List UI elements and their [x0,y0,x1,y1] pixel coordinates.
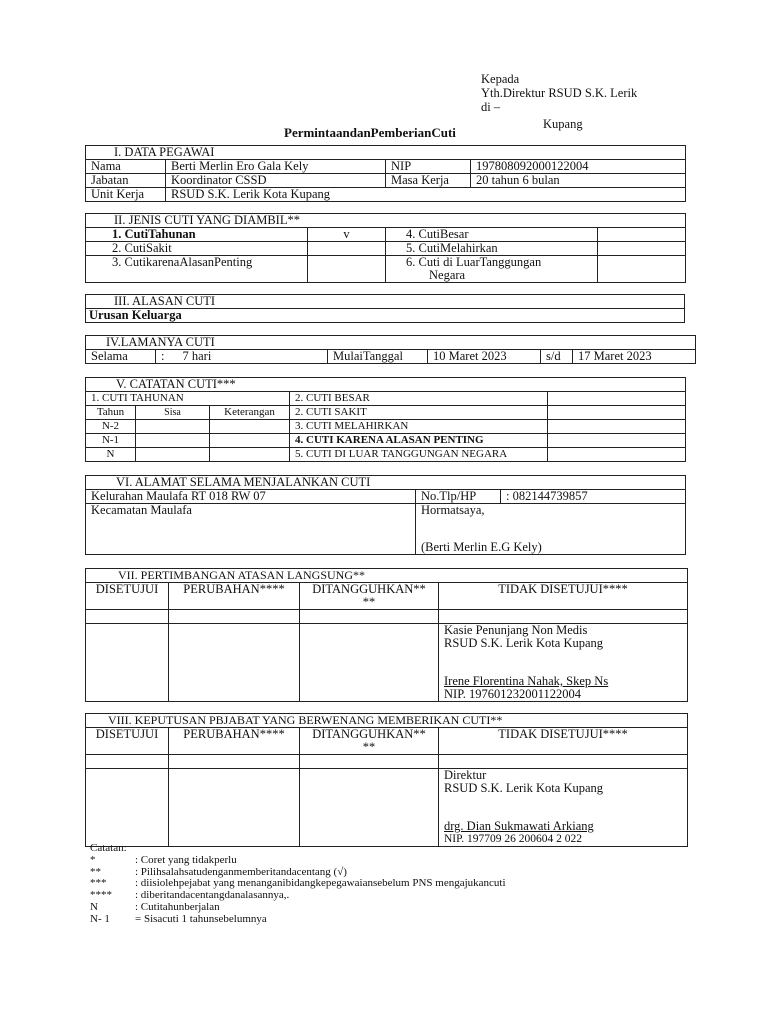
col-header-tidak-disetujui: TIDAK DISETUJUI**** [439,728,688,755]
cell [86,610,169,624]
field-value: Berti Merlin Ero Gala Kely [166,160,386,174]
note-text: = Sisacuti 1 tahunsebelumnya [135,912,267,925]
note-row [90,855,506,867]
cell [548,448,686,462]
note-text: : diberitandacentangdanalasannya,. [135,889,290,902]
note-text: : Cutitahunberjalan [135,900,220,913]
approver-org: RSUD S.K. Lerik Kota Kupang [444,636,604,650]
cell [169,624,300,702]
field-label: Nama [86,160,166,174]
note-row [90,914,506,926]
check-cell [308,242,386,256]
col-header-ditangguhkan [300,583,439,610]
col-header-disetujui: DISETUJUI [86,583,169,610]
check-cell [598,228,686,242]
header-text: ** [362,595,376,609]
check-mark: v [308,228,386,242]
cell [210,420,290,434]
note-text: : diisiolehpejabat yang menanganibidangkepegawaiansebelum PNS mengajukancuti [135,877,506,890]
cell [300,769,439,847]
header-text: DITANGGUHKAN** [312,727,426,741]
cell [210,448,290,462]
field-value: 20 tahun 6 bulan [471,174,686,188]
section-title: VIII. KEPUTUSAN PBJABAT YANG BERWENANG MEMBERIKAN CUTI** [86,714,688,728]
start-date: 10 Maret 2023 [428,350,541,364]
page-title: PermintaandanPemberianCuti [284,125,456,140]
field-value: RSUD S.K. Lerik Kota Kupang [166,188,686,202]
approver-block [439,769,688,847]
approver-title: Kasie Penunjang Non Medis [444,623,588,637]
approver-block [439,624,688,702]
field-label: Jabatan [86,174,166,188]
check-cell [598,256,686,283]
col-header-tahun: Tahun [86,406,136,420]
colon: : [161,349,165,363]
section-title: IV.LAMANYA CUTI [86,336,696,350]
cell [548,434,686,448]
field-value: Koordinator CSSD [166,174,386,188]
cell [300,755,439,769]
note-key: *** [90,877,107,890]
section-title: II. JENIS CUTI YANG DIAMBIL** [86,214,686,228]
approver-nip: NIP. 197709 26 200604 2 022 [444,833,583,845]
note-text: : Pilihsalahsatudenganmemberitandacentang (√) [135,865,347,878]
note-key: N- 1 [90,912,110,925]
col-header-keterangan: Keterangan [210,406,290,420]
check-cell [598,242,686,256]
addressee-line: Kupang [543,117,583,131]
col-header-perubahan: PERUBAHAN**** [169,728,300,755]
cell [169,755,300,769]
notes-block [90,843,506,926]
cell [86,769,169,847]
option-cuti-melahirkan: 5. CutiMelahirkan [386,242,598,256]
section-alamat [85,475,686,555]
addressee-line: Yth.Direktur RSUD S.K. Lerik [481,86,638,100]
option-label: Negara [429,268,466,282]
duration-value [156,350,328,364]
addressee-line: Kepada [481,72,520,86]
section-keputusan-pejabat [85,713,688,847]
reason-value: Urusan Keluarga [86,309,685,323]
cuti-sakit-label: 2. CUTI SAKIT [290,406,548,420]
check-cell [308,256,386,283]
option-cuti-sakit: 2. CutiSakit [86,242,308,256]
col-header-disetujui: DISETUJUI [86,728,169,755]
notes-title: Catatan: [90,842,127,854]
note-key: **** [90,889,112,902]
field-label: Unit Kerja [86,188,166,202]
address-line: Kelurahan Maulafa RT 018 RW 07 [86,490,416,504]
note-key: ** [90,865,101,878]
addressee-line: di – [481,100,501,114]
signature-block [416,504,686,555]
note-key: N [90,900,98,913]
separator-label: s/d [541,350,573,364]
field-label: No.Tlp/HP [416,490,501,504]
closing-text: Hormatsaya, [421,503,485,517]
cell [169,769,300,847]
col-header-sisa: Sisa [136,406,210,420]
note-row [90,902,506,914]
cell [300,624,439,702]
addressee-block [481,72,637,131]
section-title: III. ALASAN CUTI [86,295,685,309]
cell [548,406,686,420]
cell [548,392,686,406]
end-date: 17 Maret 2023 [573,350,696,364]
cell [136,434,210,448]
cuti-penting-label: 4. CUTI KARENA ALASAN PENTING [290,434,548,448]
year-n1: N-1 [86,434,136,448]
option-cuti-alasan-penting: 3. CutikarenaAlasanPenting [86,256,308,283]
signature-name: (Berti Merlin E.G Kely) [421,540,542,554]
field-value: 197808092000122004 [471,160,686,174]
approver-name: drg. Dian Sukmawati Arkiang [444,819,594,833]
option-cuti-besar: 4. CutiBesar [386,228,598,242]
section-title: V. CATATAN CUTI*** [86,378,686,392]
section-title: VII. PERTIMBANGAN ATASAN LANGSUNG** [86,569,688,583]
phone-value: : 082144739857 [501,490,686,504]
option-label: 6. Cuti di LuarTanggungan [406,255,542,269]
field-label: MulaiTanggal [328,350,428,364]
approver-title: Direktur [444,768,487,782]
col-header-perubahan: PERUBAHAN**** [169,583,300,610]
cell [169,610,300,624]
approver-org: RSUD S.K. Lerik Kota Kupang [444,781,604,795]
section-catatan-cuti [85,377,686,462]
field-label: Selama [86,350,156,364]
field-label: Masa Kerja [386,174,471,188]
option-cuti-tahunan: 1. CutiTahunan [86,228,308,242]
cell [439,755,688,769]
field-label: NIP [386,160,471,174]
cell [136,420,210,434]
year-n2: N-2 [86,420,136,434]
approver-nip: NIP. 197601232001122004 [444,687,582,701]
section-pertimbangan-atasan [85,568,688,702]
cell [136,448,210,462]
note-text: : Coret yang tidakperlu [135,853,237,866]
cell [548,420,686,434]
note-key: * [90,853,96,866]
cuti-luar-label: 5. CUTI DI LUAR TANGGUNGAN NEGARA [290,448,548,462]
col-header-tidak-disetujui: TIDAK DISETUJUI**** [439,583,688,610]
section-alasan-cuti [85,294,685,323]
approver-name: Irene Florentina Nahak, Skep Ns [444,674,609,688]
section-data-pegawai [85,145,686,202]
cuti-besar-label: 2. CUTI BESAR [290,392,548,406]
cell [300,610,439,624]
cell [86,755,169,769]
col-header-ditangguhkan [300,728,439,755]
section-jenis-cuti [85,213,686,283]
cell [210,434,290,448]
year-n: N [86,448,136,462]
cuti-tahunan-header: 1. CUTI TAHUNAN [86,392,290,406]
header-text: DITANGGUHKAN** [312,582,426,596]
section-title: I. DATA PEGAWAI [86,146,686,160]
duration-days: 7 hari [182,349,212,363]
cuti-melahirkan-label: 3. CUTI MELAHIRKAN [290,420,548,434]
cell [439,610,688,624]
address-line: Kecamatan Maulafa [86,504,416,555]
section-lamanya-cuti [85,335,696,364]
cell [86,624,169,702]
option-cuti-luar-tanggungan [386,256,598,283]
header-text: ** [362,740,376,754]
section-title: VI. ALAMAT SELAMA MENJALANKAN CUTI [86,476,686,490]
